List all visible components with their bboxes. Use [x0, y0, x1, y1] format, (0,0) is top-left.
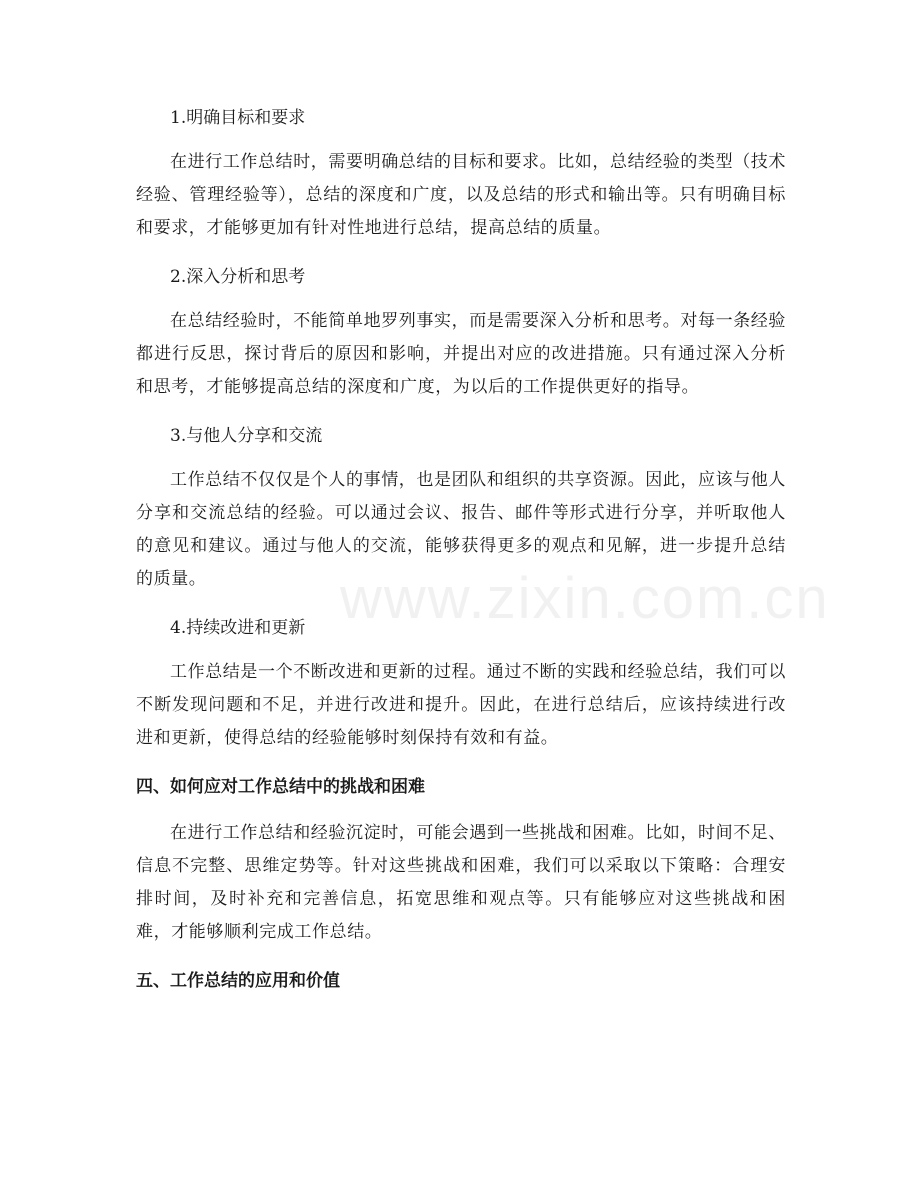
watermark: www.zixin.com.cn	[340, 566, 830, 631]
subheading-continuous-improvement: 4.持续改进和更新	[170, 618, 306, 638]
subheading-deep-analysis: 2.深入分析和思考	[170, 267, 306, 287]
paragraph-challenges: 在进行工作总结和经验沉淀时，可能会遇到一些挑战和困难。比如，时间不足、信息不完整、思维定势等。针对这些挑战和困难，我们可以采取以下策略：合理安排时间，及时补充和完善信息，拓宽思维和观点等。只有能够应对这些挑战和困难，才能够顺利完成工作总结。	[136, 823, 786, 942]
subheading-clear-goals: 1.明确目标和要求	[170, 108, 306, 128]
document-body	[136, 102, 786, 1011]
paragraph-continuous-improvement: 工作总结是一个不断改进和更新的过程。通过不断的实践和经验总结，我们可以不断发现问题和不足，并进行改进和提升。因此，在进行总结后，应该持续进行改进和更新，使得总结的经验能够时刻保持有效和有益。	[136, 662, 786, 748]
paragraph-share-communicate: 工作总结不仅仅是个人的事情，也是团队和组织的共享资源。因此，应该与他人分享和交流总结的经验。可以通过会议、报告、邮件等形式进行分享，并听取他人的意见和建议。通过与他人的交流，能够获得更多的观点和见解，进一步提升总结的质量。	[136, 470, 786, 589]
paragraph-clear-goals: 在进行工作总结时，需要明确总结的目标和要求。比如，总结经验的类型（技术经验、管理经验等），总结的深度和广度，以及总结的形式和输出等。只有明确目标和要求，才能够更加有针对性地进行总结，提高总结的质量。	[136, 152, 786, 238]
paragraph-deep-analysis: 在总结经验时，不能简单地罗列事实，而是需要深入分析和思考。对每一条经验都进行反思，探讨背后的原因和影响，并提出对应的改进措施。只有通过深入分析和思考，才能够提高总结的深度和广度，为以后的工作提供更好的指导。	[136, 311, 786, 397]
section-heading-challenges: 四、如何应对工作总结中的挑战和困难	[136, 777, 425, 797]
section-heading-application-value: 五、工作总结的应用和价值	[136, 971, 340, 991]
subheading-share-communicate: 3.与他人分享和交流	[170, 426, 323, 446]
